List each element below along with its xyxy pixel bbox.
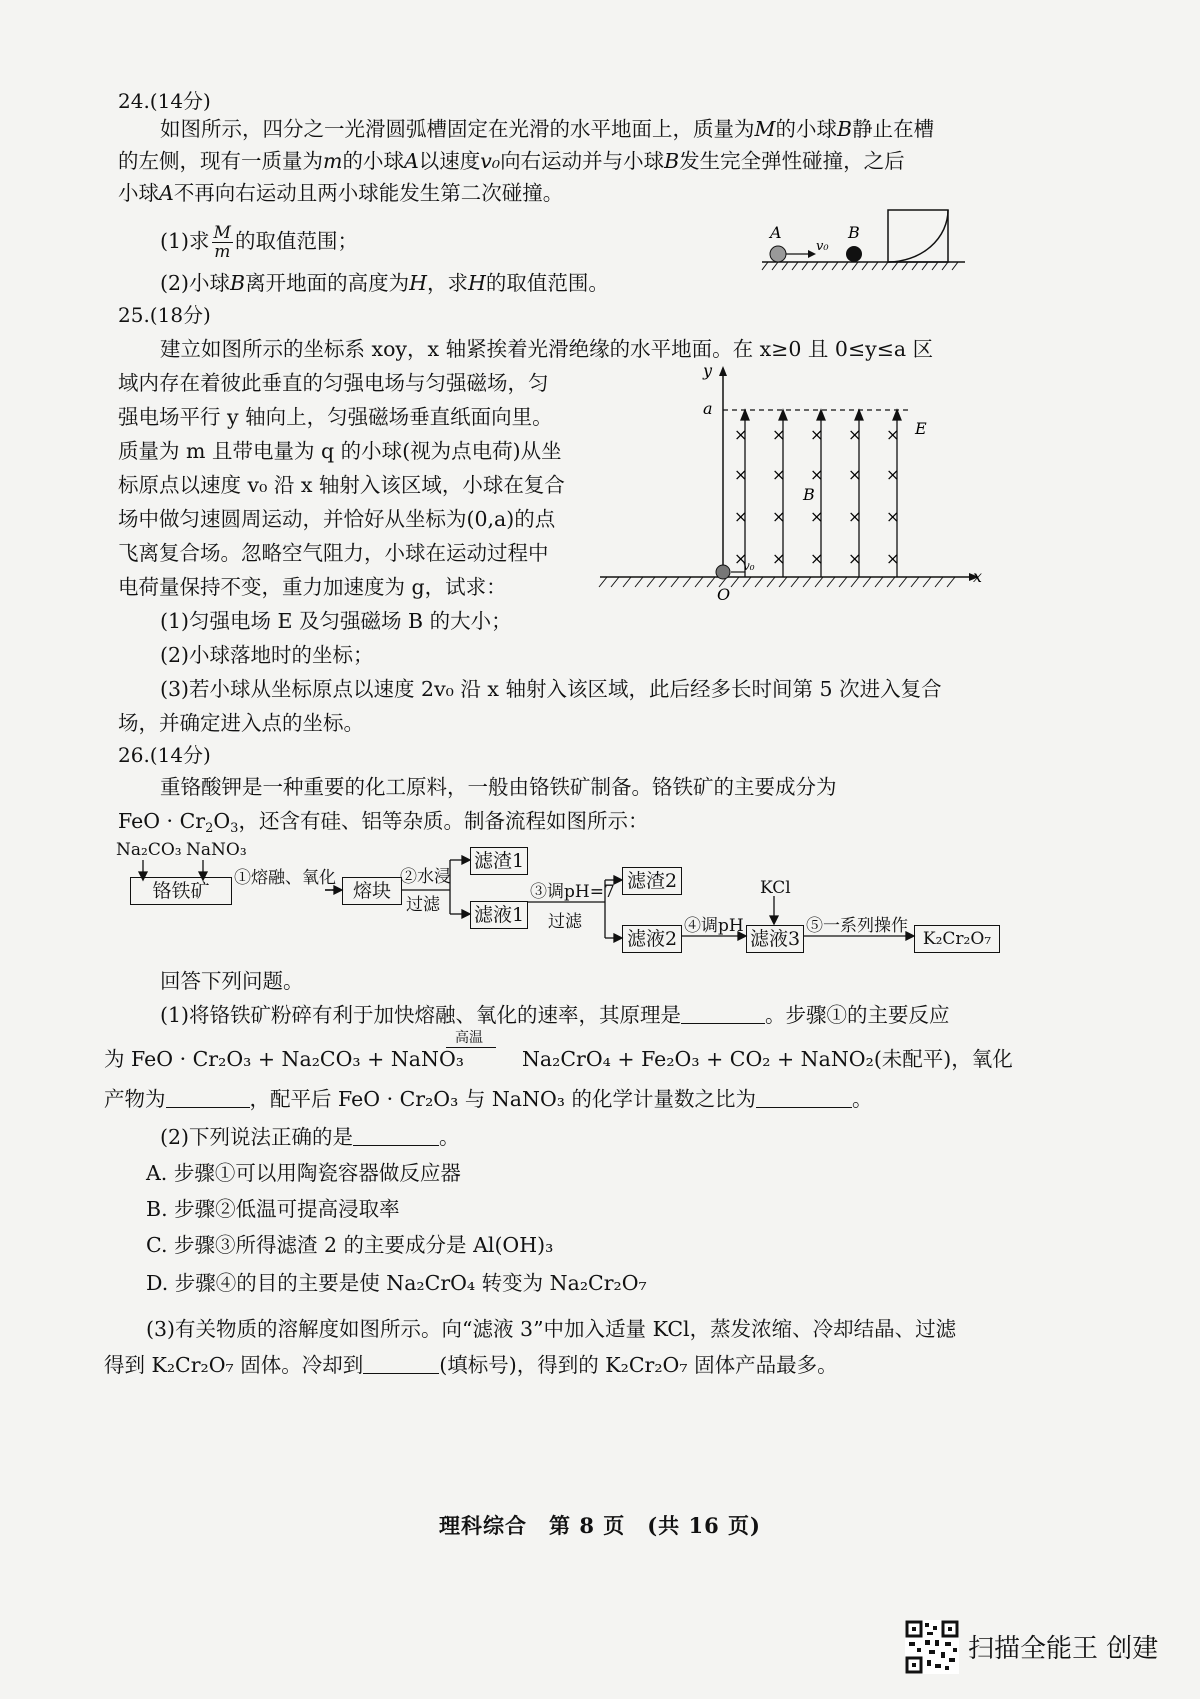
step-4: ④调pH bbox=[684, 916, 744, 936]
svg-text:×: × bbox=[886, 425, 900, 444]
svg-text:×: × bbox=[772, 507, 786, 526]
q25-header: 25.(18分) bbox=[118, 303, 211, 327]
svg-text:×: × bbox=[886, 549, 900, 568]
svg-text:×: × bbox=[848, 507, 862, 526]
option-B: B. 步骤②低温可提高浸取率 bbox=[146, 1197, 400, 1221]
step-2: ②水浸 bbox=[400, 867, 451, 887]
q25-sub2: (2)小球落地时的坐标； bbox=[160, 643, 374, 667]
q25-line7: 飞离复合场。忽略空气阻力，小球在运动过程中 bbox=[118, 541, 549, 565]
answer-blank-2[interactable] bbox=[166, 1085, 250, 1108]
box-product: K₂Cr₂O₇ bbox=[914, 925, 1000, 953]
svg-text:×: × bbox=[810, 507, 824, 526]
ground-hatch bbox=[762, 262, 958, 270]
svg-text:×: × bbox=[734, 549, 748, 568]
option-C: C. 步骤③所得滤渣 2 的主要成分是 Al(OH)₃ bbox=[146, 1233, 554, 1257]
q24-header: 24.(14分) bbox=[118, 89, 211, 113]
q26-part1-line3: 产物为 ，配平后 FeO · Cr₂O₃ 与 NaNO₃ 的化学计量数之比为 。 bbox=[104, 1087, 873, 1111]
q25-line4: 质量为 m 且带电量为 q 的小球(视为点电荷)从坐 bbox=[118, 439, 562, 463]
q26-line2: FeO · $Cr_2O_3$，还含有硅、铝等杂质。制备流程如图所示： bbox=[118, 809, 649, 836]
charged-ball bbox=[716, 565, 730, 579]
svg-text:×: × bbox=[772, 549, 786, 568]
filter-label-1: 过滤 bbox=[406, 895, 440, 915]
box-filtrate-3: 滤液3 bbox=[746, 925, 804, 953]
svg-text:×: × bbox=[734, 465, 748, 484]
q25-line3: 强电场平行 y 轴向上，匀强磁场垂直纸面向里。 bbox=[118, 405, 553, 429]
box-ore: 铬铁矿 bbox=[130, 877, 232, 905]
step-3: ③调pH=7 bbox=[530, 882, 615, 902]
answer-blank-5[interactable] bbox=[363, 1351, 439, 1374]
label-E: E bbox=[915, 419, 927, 438]
q25-line1: 建立如图所示的坐标系 xoy，x 轴紧挨着光滑绝缘的水平地面。在 x≥0 且 0≤y≤a 区 bbox=[160, 337, 934, 361]
label-x: x bbox=[973, 567, 983, 586]
ball-A bbox=[770, 246, 786, 262]
svg-text:×: × bbox=[772, 465, 786, 484]
svg-text:×: × bbox=[848, 465, 862, 484]
q25-line8: 电荷量保持不变，重力加速度为 g，试求： bbox=[118, 575, 507, 599]
reaction-condition: 高温 bbox=[455, 1030, 483, 1046]
page-footer: 理科综合 第 8 页 (共 16 页) bbox=[439, 1513, 761, 1538]
svg-text:×: × bbox=[734, 507, 748, 526]
box-filtrate-2: 滤液2 bbox=[622, 925, 682, 953]
svg-text:×: × bbox=[810, 465, 824, 484]
label-v0-25: v₀ bbox=[743, 559, 755, 573]
q26-equation: 为 FeO · Cr₂O₃ + Na₂CO₃ + NaNO₃ Na₂CrO₄ + Fe₂O₃ + CO₂ + NaNO₂(未配平)，氧化 bbox=[104, 1047, 1013, 1071]
svg-text:×: × bbox=[810, 549, 824, 568]
svg-text:×: × bbox=[848, 549, 862, 568]
q24-line3: 小球A不再向右运动且两小球能发生第二次碰撞。 bbox=[118, 181, 564, 205]
q24-line1: 如图所示，四分之一光滑圆弧槽固定在光滑的水平地面上，质量为M的小球B静止在槽 bbox=[160, 117, 935, 141]
answer-blank-1[interactable] bbox=[681, 1001, 765, 1024]
arc-trough bbox=[888, 210, 948, 262]
label-O: O bbox=[717, 585, 731, 604]
ball-B bbox=[846, 246, 862, 262]
q26-answer-prompt: 回答下列问题。 bbox=[160, 969, 304, 993]
box-residue-1: 滤渣1 bbox=[470, 847, 528, 875]
label-y: y bbox=[703, 362, 713, 380]
q25-line2: 域内存在着彼此垂直的匀强电场与匀强磁场，匀 bbox=[118, 371, 549, 395]
q24-sub1: (1)求 $\frac{M}{m}$ 的取值范围； bbox=[160, 223, 358, 262]
q25-line5: 标原点以速度 v₀ 沿 x 轴射入该区域，小球在复合 bbox=[118, 473, 565, 497]
reagent-nano3: NaNO₃ bbox=[186, 840, 247, 860]
ground-hatch-25 bbox=[599, 577, 955, 587]
q24-sub2: (2)小球B离开地面的高度为H，求H的取值范围。 bbox=[160, 271, 609, 295]
label-v0: v₀ bbox=[816, 239, 829, 254]
svg-text:×: × bbox=[810, 425, 824, 444]
svg-text:×: × bbox=[886, 465, 900, 484]
q25-figure bbox=[595, 362, 990, 612]
q26-line1: 重铬酸钾是一种重要的化工原料，一般由铬铁矿制备。铬铁矿的主要成分为 bbox=[160, 775, 837, 799]
box-filtrate-1: 滤液1 bbox=[470, 901, 528, 929]
q25-sub3: (3)若小球从坐标原点以速度 2v₀ 沿 x 轴射入该区域，此后经多长时间第 5 次进入复合 bbox=[160, 677, 942, 701]
svg-text:×: × bbox=[734, 425, 748, 444]
step-1: ①熔融、氧化 bbox=[234, 868, 336, 888]
q25-line6: 场中做匀速圆周运动，并恰好从坐标为(0,a)的点 bbox=[118, 507, 556, 531]
option-D: D. 步骤④的目的主要是使 Na₂CrO₄ 转变为 Na₂Cr₂O₇ bbox=[146, 1271, 647, 1295]
box-melt: 熔块 bbox=[342, 877, 402, 905]
label-A: A bbox=[770, 223, 782, 242]
reagent-kcl: KCl bbox=[760, 878, 791, 898]
svg-text:×: × bbox=[848, 425, 862, 444]
q24-figure bbox=[760, 200, 970, 280]
label-B-field: B bbox=[803, 485, 815, 504]
answer-blank-3[interactable] bbox=[756, 1085, 852, 1108]
q24-line2: 的左侧，现有一质量为m的小球A以速度v₀向右运动并与小球B发生完全弹性碰撞，之后 bbox=[118, 149, 905, 173]
q26-header: 26.(14分) bbox=[118, 743, 211, 767]
answer-blank-4[interactable] bbox=[353, 1123, 439, 1146]
q25-sub3-cont: 场，并确定进入点的坐标。 bbox=[118, 711, 364, 735]
reagent-na2co3: Na₂CO₃ bbox=[116, 840, 182, 860]
q26-part3-line2: 得到 K₂Cr₂O₇ 固体。冷却到 (填标号)，得到的 K₂Cr₂O₇ 固体产品最多。 bbox=[104, 1353, 838, 1377]
filter-label-2: 过滤 bbox=[548, 912, 582, 932]
q26-part1-line1: (1)将铬铁矿粉碎有利于加快熔融、氧化的速率，其原理是 。步骤①的主要反应 bbox=[160, 1003, 950, 1027]
fraction-M-over-m: $\frac{M}{m}$ bbox=[213, 223, 231, 262]
svg-text:×: × bbox=[772, 425, 786, 444]
q26-flow-diagram bbox=[110, 840, 1010, 970]
q26-part2: (2)下列说法正确的是 。 bbox=[160, 1125, 460, 1149]
magnetic-field-crosses bbox=[734, 425, 899, 568]
qr-code-icon bbox=[905, 1620, 959, 1674]
q26-part3-line1: (3)有关物质的溶解度如图所示。向“滤液 3”中加入适量 KCl，蒸发浓缩、冷却结晶、过滤 bbox=[146, 1317, 957, 1341]
step-5: ⑤一系列操作 bbox=[806, 916, 908, 936]
svg-text:×: × bbox=[886, 507, 900, 526]
label-B: B bbox=[848, 223, 860, 242]
label-a: a bbox=[703, 399, 713, 418]
q25-sub1: (1)匀强电场 E 及匀强磁场 B 的大小； bbox=[160, 609, 512, 633]
box-residue-2: 滤渣2 bbox=[622, 867, 682, 895]
scanner-watermark: 扫描全能王 创建 bbox=[968, 1634, 1159, 1664]
option-A: A. 步骤①可以用陶瓷容器做反应器 bbox=[146, 1161, 461, 1185]
